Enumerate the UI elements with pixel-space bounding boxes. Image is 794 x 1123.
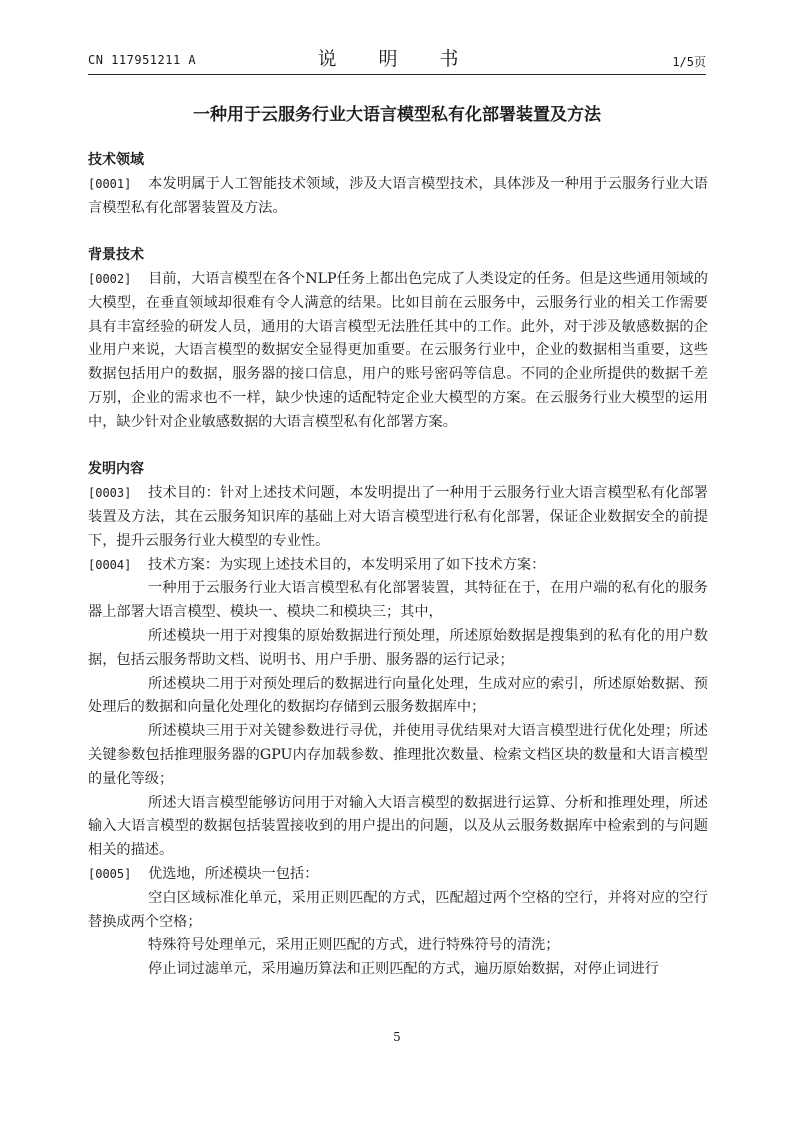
paragraph-0004-c: 所述模块二用于对预处理后的数据进行向量化处理，生成对应的索引，所述原始数据、预处理后的数据和向量化处理化的数据均存储到云服务数据库中；	[88, 675, 708, 716]
paragraph-text: 本发明属于人工智能技术领域，涉及大语言模型技术，具体涉及一种用于云服务行业大语言模型私有化部署装置及方法。	[88, 175, 708, 216]
section-heading-background: 背景技术	[88, 247, 144, 264]
section-heading-field: 技术领域	[88, 152, 144, 168]
patent-number: CN 117951211 A	[88, 53, 197, 67]
paragraph-0005-b: 特殊符号处理单元，采用正则匹配的方式，进行特殊符号的清洗；	[148, 937, 560, 954]
paragraph-0005	[88, 863, 708, 887]
paragraph-number: [0003]	[88, 486, 132, 501]
document-body	[88, 149, 708, 982]
paragraph-0004-a: 一种用于云服务行业大语言模型私有化部署装置，其特征在于，在用户端的私有化的服务器上部署大语言模型、模块一、模块二和模块三；其中，	[88, 580, 708, 621]
paragraph-0004-b: 所述模块一用于对搜集的原始数据进行预处理，所述原始数据是搜集到的私有化的用户数据，包括云服务帮助文档、说明书、用户手册、服务器的运行记录；	[88, 627, 708, 668]
paragraph-0005-c: 停止词过滤单元，采用遍历算法和正则匹配的方式，遍历原始数据，对停止词进行	[148, 961, 659, 978]
paragraph-text: 优选地，所述模块一包括：	[148, 865, 319, 882]
paragraph-text: 目前，大语言模型在各个NLP任务上都出色完成了人类设定的任务。但是这些通用领域的大模型，在垂直领域却很难有令人满意的结果。比如目前在云服务中，云服务行业的相关工作需要具有丰富经验的研发人员，通用的大语言模型无法胜任其中的工作。此外，对于涉及敏感数据的企业用户来说，大语言模型的数据安全显得更加重要。在云服务行业中，企业的数据相当重要，这些数据包括用户的数据，服务器的接口信息，用户的账号密码等信息。不同的企业所提供的数据千差万别，企业的需求也不一样，缺少快速的适配特定企业大模型的方案。在云服务行业大模型的运用中，缺少针对企业敏感数据的大语言模型私有化部署方案。	[88, 270, 708, 430]
paragraph-0004-e: 所述大语言模型能够访问用于对输入大语言模型的数据进行运算、分析和推理处理，所述输入大语言模型的数据包括装置接收到的用户提出的问题，以及从云服务数据库中检索到的与问题相关的描述。	[88, 794, 708, 859]
paragraph-0004	[88, 554, 708, 578]
paragraph-number: [0004]	[88, 557, 132, 572]
paragraph-number: [0005]	[88, 866, 132, 881]
page-number: 5	[393, 1030, 401, 1044]
document-title: 一种用于云服务行业大语言模型私有化部署装置及方法	[193, 105, 601, 125]
header-divider	[88, 74, 706, 75]
paragraph-0001	[88, 173, 708, 221]
paragraph-0003	[88, 482, 708, 553]
document-type: 说 明 书	[317, 48, 477, 70]
section-heading-content: 发明内容	[88, 461, 144, 478]
paragraph-text: 技术方案：为实现上述技术目的，本发明采用了如下技术方案：	[148, 556, 546, 573]
paragraph-0004-d: 所述模块三用于对关键参数进行寻优，并使用寻优结果对大语言模型进行优化处理；所述关键参数包括推理服务器的GPU内存加载参数、推理批次数量、检索文档区块的数量和大语言模型的量化等级；	[88, 723, 708, 787]
paragraph-text: 技术目的：针对上述技术问题，本发明提出了一种用于云服务行业大语言模型私有化部署装置及方法，其在云服务知识库的基础上对大语言模型进行私有化部署，保证企业数据安全的前提下，提升云服务行业大模型的专业性。	[88, 485, 708, 549]
paragraph-0002	[88, 268, 708, 435]
page-indicator: 1/5页	[672, 55, 706, 69]
paragraph-number: [0001]	[88, 176, 132, 191]
paragraph-number: [0002]	[88, 271, 132, 286]
paragraph-0005-a: 空白区域标准化单元，采用正则匹配的方式，匹配超过两个空格的空行，并将对应的空行替换成两个空格；	[88, 889, 708, 930]
